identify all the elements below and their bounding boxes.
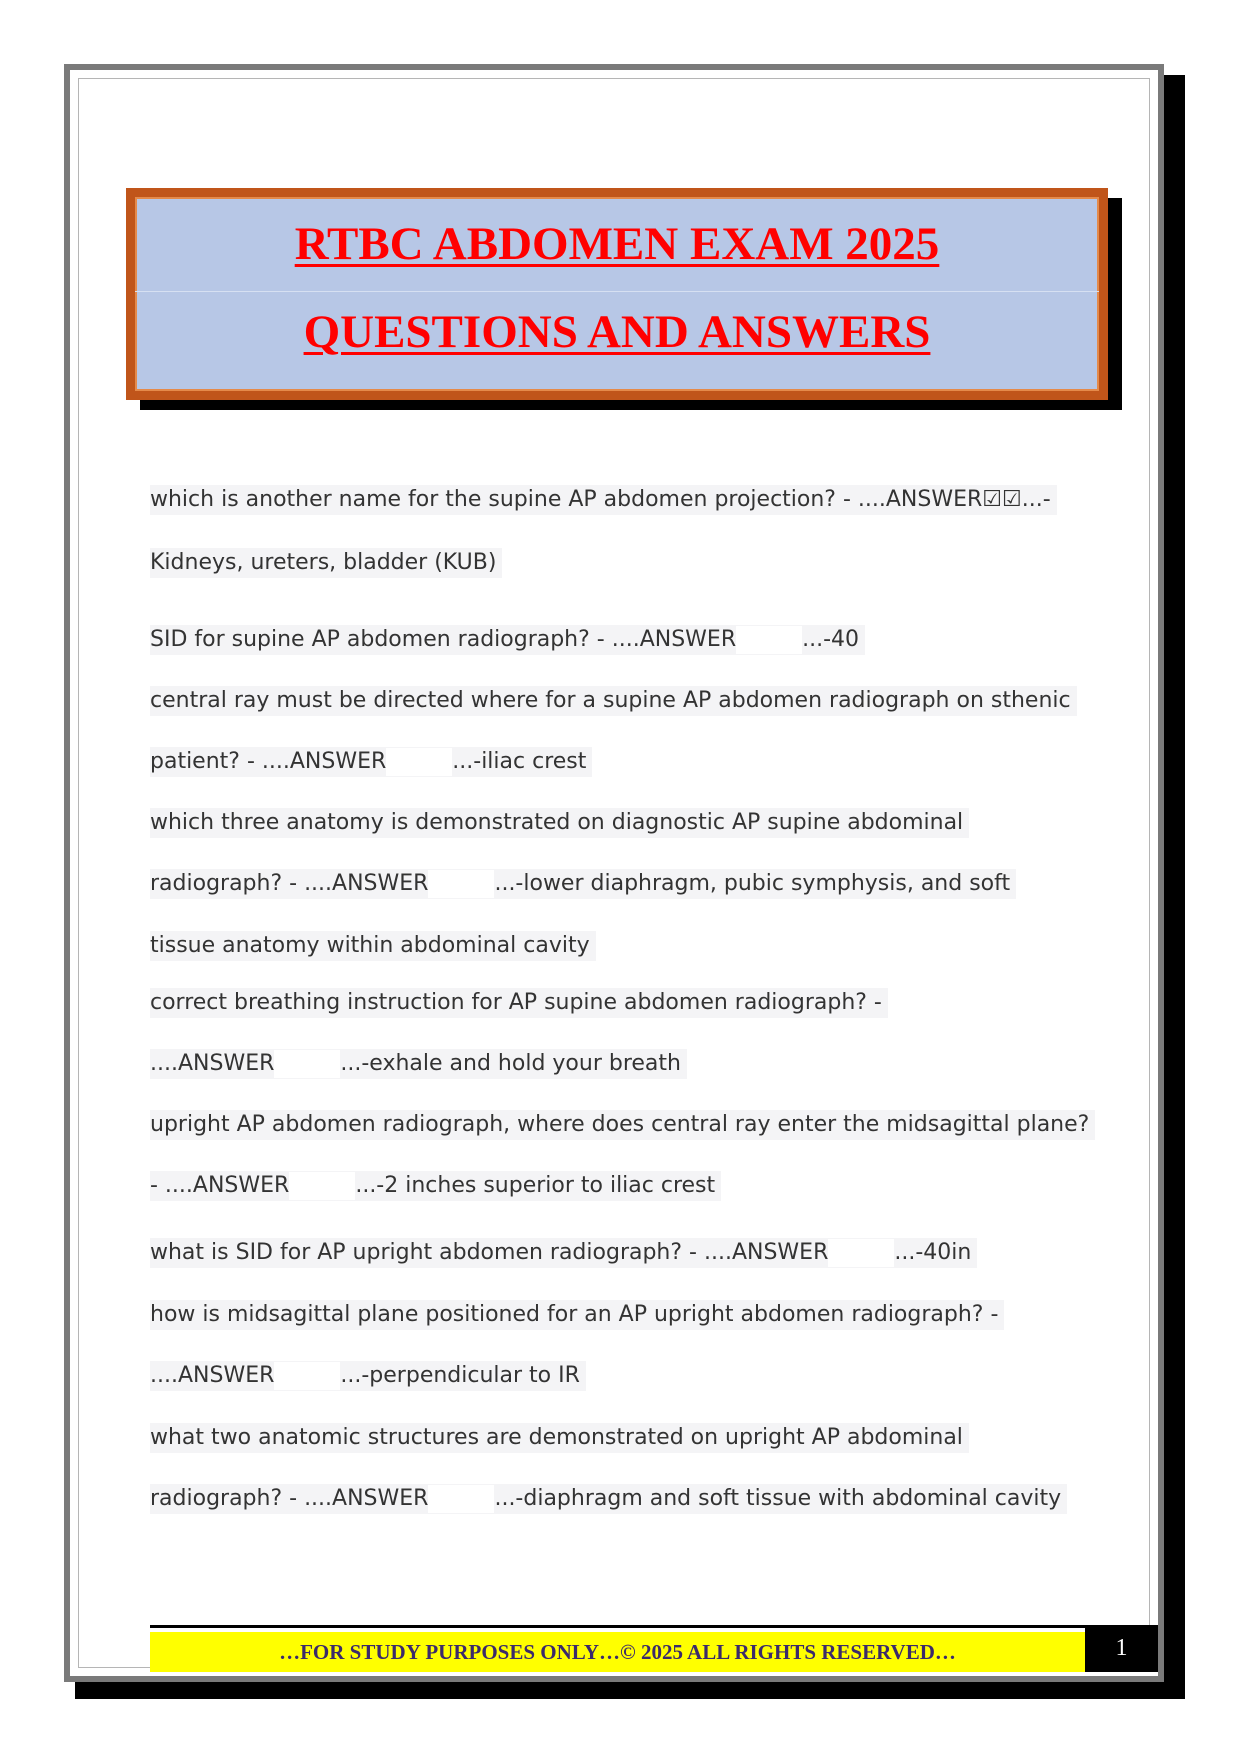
qa-6-line-2 — [150, 1171, 721, 1201]
title-line-2: QUESTIONS AND ANSWERS — [303, 306, 931, 358]
qa-6-answer: ...-2 inches superior to iliac crest — [355, 1173, 716, 1198]
qa-3-answer: ...-iliac crest — [452, 749, 587, 774]
answer-gap — [274, 1050, 340, 1078]
qa-7-question: what is SID for AP upright abdomen radiograph? - ....ANSWER — [150, 1240, 829, 1265]
qa-3-question: patient? - ....ANSWER — [150, 749, 387, 774]
qa-5-line-2 — [150, 1049, 687, 1079]
qa-6-line-1: upright AP abdomen radiograph, where does central ray enter the midsagittal plane? — [150, 1110, 1095, 1140]
title-box — [126, 188, 1108, 400]
qa-7-line — [150, 1238, 977, 1268]
qa-9-line-2 — [150, 1484, 1067, 1514]
title-line-1: RTBC ABDOMEN EXAM 2025 — [294, 218, 940, 270]
qa-5-answer: ...-exhale and hold your breath — [340, 1051, 681, 1076]
qa-7-answer: ...-40in — [894, 1240, 972, 1265]
qa-6-question: - ....ANSWER — [150, 1173, 290, 1198]
qa-5-question: ....ANSWER — [150, 1051, 275, 1076]
qa-1-line-2: Kidneys, ureters, bladder (KUB) — [150, 548, 502, 578]
qa-9-question: radiograph? - ....ANSWER — [150, 1486, 429, 1511]
answer-gap — [274, 1362, 340, 1390]
qa-2-line — [150, 625, 865, 655]
answer-gap — [428, 1485, 494, 1513]
qa-4-line-3: tissue anatomy within abdominal cavity — [150, 931, 596, 961]
qa-8-line-2 — [150, 1361, 586, 1391]
qa-4-answer: ...-lower diaphragm, pubic symphysis, and soft — [494, 871, 1011, 896]
qa-2-answer: ...-40 — [802, 627, 860, 652]
answer-gap — [828, 1239, 894, 1267]
title-divider — [135, 291, 1099, 292]
qa-4-line-1: which three anatomy is demonstrated on diagnostic AP supine abdominal — [150, 808, 969, 838]
page-number: 1 — [1085, 1625, 1158, 1672]
answer-gap — [736, 626, 802, 654]
qa-3-line-1: central ray must be directed where for a supine AP abdomen radiograph on sthenic — [150, 686, 1077, 716]
qa-9-answer: ...-diaphragm and soft tissue with abdominal cavity — [494, 1486, 1062, 1511]
qa-1-line-1: which is another name for the supine AP abdomen projection? - ....ANSWER☑☑...- — [150, 485, 1057, 515]
answer-gap — [386, 748, 452, 776]
qa-8-line-1: how is midsagittal plane positioned for an AP upright abdomen radiograph? - — [150, 1300, 1004, 1330]
qa-9-line-1: what two anatomic structures are demonstrated on upright AP abdominal — [150, 1423, 969, 1453]
qa-8-question: ....ANSWER — [150, 1363, 275, 1388]
qa-4-line-2 — [150, 869, 1016, 899]
footer-rule — [150, 1625, 1085, 1628]
qa-2-question: SID for supine AP abdomen radiograph? - ....ANSWER — [150, 627, 737, 652]
footer-notice: …FOR STUDY PURPOSES ONLY…© 2025 ALL RIGHTS RESERVED… — [150, 1632, 1085, 1672]
qa-8-answer: ...-perpendicular to IR — [340, 1363, 580, 1388]
answer-gap — [289, 1172, 355, 1200]
answer-gap — [428, 870, 494, 898]
qa-3-line-2 — [150, 747, 592, 777]
qa-4-question: radiograph? - ....ANSWER — [150, 871, 429, 896]
qa-5-line-1: correct breathing instruction for AP supine abdomen radiograph? - — [150, 988, 888, 1018]
